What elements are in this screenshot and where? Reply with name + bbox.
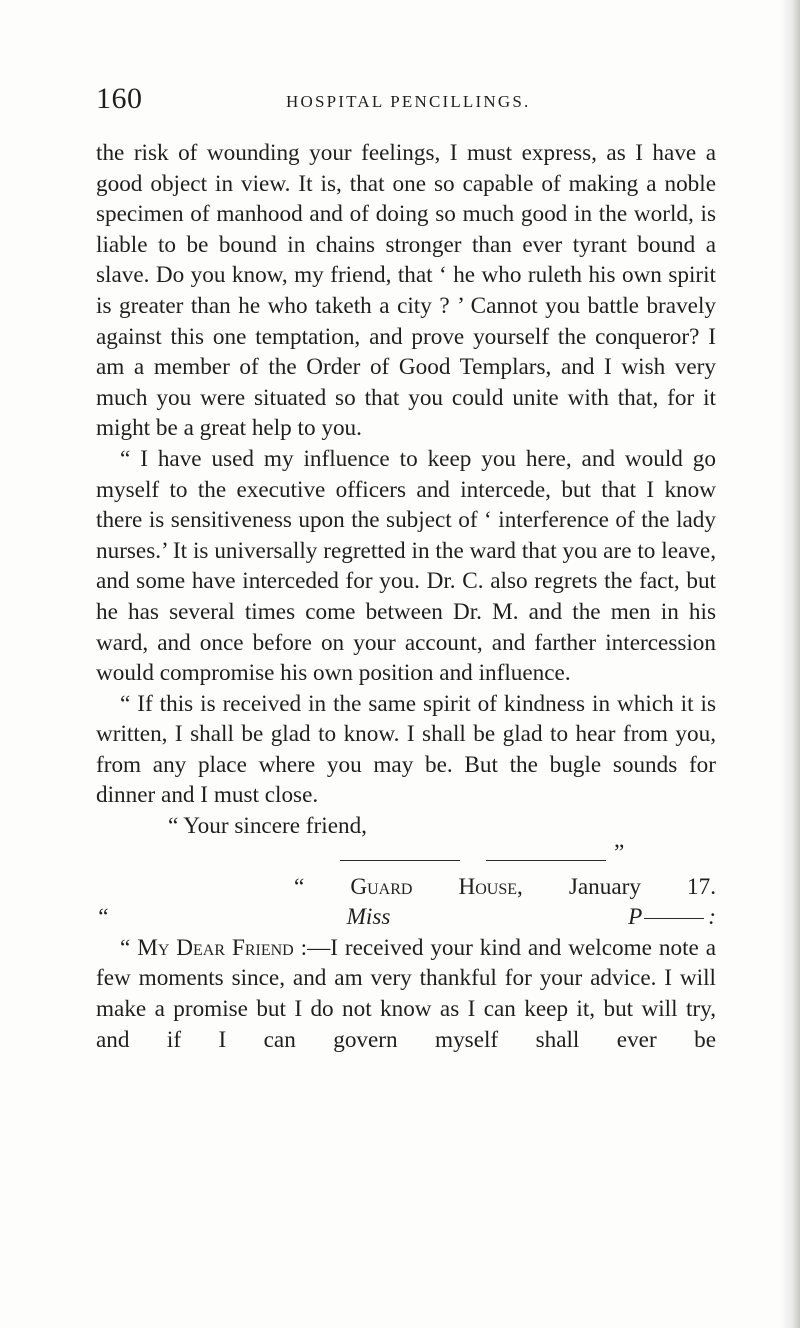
letter-text: :—I received your kind and welcome note a few moments since, and am very thankful for your advice. I will make a promise but I do not know as I can keep it, but will try, and if I can govern myself shall ever be — [96, 934, 716, 1053]
salutation-colon: : — [708, 904, 716, 931]
letter-open-quote: “ — [120, 934, 138, 961]
running-head: HOSPITAL PENCILLINGS. — [286, 92, 531, 111]
dateline-open-quote: “ — [294, 873, 351, 900]
letter-salutation: My Dear Friend — [137, 934, 294, 961]
signature-close-quote: ” — [614, 839, 625, 866]
salutation-open-quote: “ — [96, 904, 347, 931]
recipient-name-blank — [644, 918, 704, 919]
paragraph-1: the risk of wounding your feelings, I must express, as I have a good object in view. It is, that one so capable of making a noble specimen of manhood and of doing so much good in the world, is liable to be bound in chains stronger than ever tyrant bound a slave. Do you know, my friend, that ‘ he who ruleth his own spirit is greater than he who taketh a city ? ’ Cannot you battle bravely against this one temptation, and prove yourself the conqueror? I am a member of the Order of Good Templars, and I wish very much you were situated so that you could unite with that, for it might be a great help to you. — [96, 140, 716, 442]
signature-line — [96, 839, 716, 872]
dateline — [96, 872, 716, 903]
recipient-name: Miss P — [346, 904, 643, 931]
dateline-date: January 17. — [568, 873, 716, 900]
page-header — [96, 82, 716, 122]
salutation-recipient — [96, 902, 716, 933]
letter-paragraph — [96, 933, 716, 1055]
page-number: 160 — [96, 82, 143, 115]
letter-closing: “ Your sincere friend, — [168, 813, 367, 840]
paragraph-2: “ I have used my influence to keep you here, and would go myself to the executive officers and intercede, but that I know there is sensitiveness upon the subject of ‘ interference of the lady nurses.’ It is universally regretted in the ward that you are to leave, and some have interceded for you. Dr. C. also regrets the fact, but he has several times come between Dr. M. and the men in his ward, and once before on your account, and farther intercession would compromise his own position and influence. — [96, 445, 716, 687]
page-edge-shadow — [780, 0, 800, 1328]
paragraph-3: “ If this is received in the same spirit of kindness in which it is written, I shall be glad to know. I shall be glad to hear from you, from any place where you may be. But the bugle sounds for dinner and I must close. — [96, 690, 716, 809]
signature-blank-2 — [486, 860, 606, 861]
body-text — [96, 138, 716, 1055]
dateline-place: Guard House, — [350, 873, 523, 900]
signature-blank-1 — [340, 860, 460, 861]
